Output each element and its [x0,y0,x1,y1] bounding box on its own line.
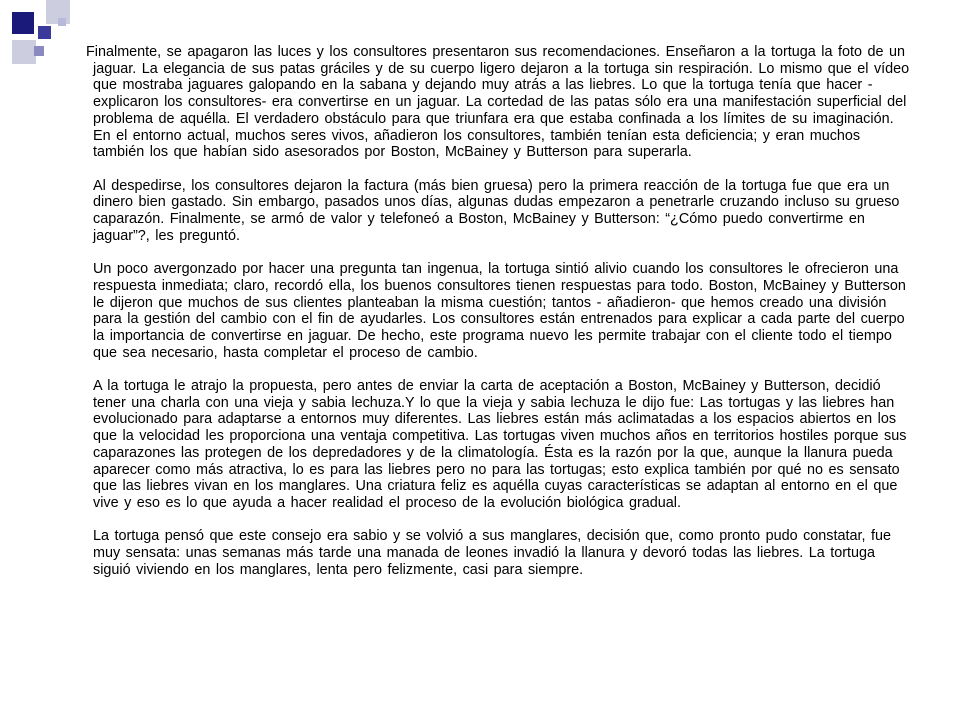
paragraph-change-program: Un poco avergonzado por hacer una pregunta tan ingenua, la tortuga sintió alivio cuando los consultores le ofrecieron una respuesta inmediata; claro, recordó ella, los buenos consultores tienen respuestas para todo. Boston, McBainey y Butterson le dijeron que muchos de sus clientes planteaban la misma cuestión; tantos - añadieron- que hemos creado una división para la gestión del cambio con el fin de ayudarles. Los consultores están entrenados para explicar a cada parte del cuerpo la importancia de convertirse en jaguar. De hecho, este programa nuevo les permite trabajar con el cliente todo el tiempo que sea necesario, hasta completar el proceso de cambio. [93,261,906,361]
corner-square-ornament [38,26,51,39]
corner-square-ornament [12,40,36,64]
paragraph-owl-advice: A la tortuga le atrajo la propuesta, pero antes de enviar la carta de aceptación a Boston, McBainey y Butterson, decidió tener una charla con una vieja y sabia lechuza.Y lo que la vieja y sabia lechuza le dijo fue: Las tortugas y las liebres han evolucionado para adaptarse a entornos muy diferentes. Las liebres están más aclimatadas a los espacios abiertos en los que la velocidad les proporciona una ventaja competitiva. Las tortugas viven muchos años en territorios hostiles porque sus caparazones las protegen de los depredadores y de la climatología. Ésta es la razón por la que, aunque la llanura pueda aparecer como más atractiva, lo es para las liebres pero no para las tortugas; esto explica también por qué no es sensato que las liebres vivan en los manglares. Una criatura feliz es aquélla cuyas características se adaptan al entorno en el que vive y eso es lo que ayuda a hacer realidad el proceso de la evolución biológica gradual. [93,378,907,511]
slide-text-body [76,44,916,595]
paragraph-ending: La tortuga pensó que este consejo era sabio y se volvió a sus manglares, decisión que, como pronto pudo constatar, fue muy sensata: unas semanas más tarde una manada de leones invadió la llanura y devoró todas las liebres. La tortuga siguió viviendo en los manglares, lenta pero felizmente, casi para siempre. [93,528,891,578]
paragraph-jaguar-recommendation: Finalmente, se apagaron las luces y los consultores presentaron sus recomendaciones. Enseñaron a la tortuga la foto de un jaguar. La elegancia de sus patas gráciles y de su cuerpo ligero dejaron a la tortuga sin respiración. Lo mismo que el vídeo que mostraba jaguares galopando en la sabana y dejando muy atrás a las liebres. Lo que la tortuga tenía que hacer -explicaron los consultores- era convertirse en un jaguar. La cortedad de las patas sólo era una manifestación superficial del problema de aquélla. El verdadero obstáculo para que triunfara era que estaba confinada a los límites de su imaginación. En el entorno actual, muchos seres vivos, añadieron los consultores, también tenían esta deficiencia; y eran muchos también los que habían sido asesorados por Boston, McBainey y Butterson para superarla. [86,44,910,161]
corner-square-ornament [58,18,66,26]
paragraph-farewell-invoice: Al despedirse, los consultores dejaron la factura (más bien gruesa) pero la primera reacción de la tortuga fue que era un dinero bien gastado. Sin embargo, pasados unos días, algunas dudas empezaron a penetrarle cruzando incluso su grueso caparazón. Finalmente, se armó de valor y telefoneó a Boston, McBainey y Butterson: “¿Cómo puedo convertirme en jaguar”?, les preguntó. [93,177,900,244]
corner-square-ornament [34,46,44,56]
corner-square-ornament [12,12,34,34]
